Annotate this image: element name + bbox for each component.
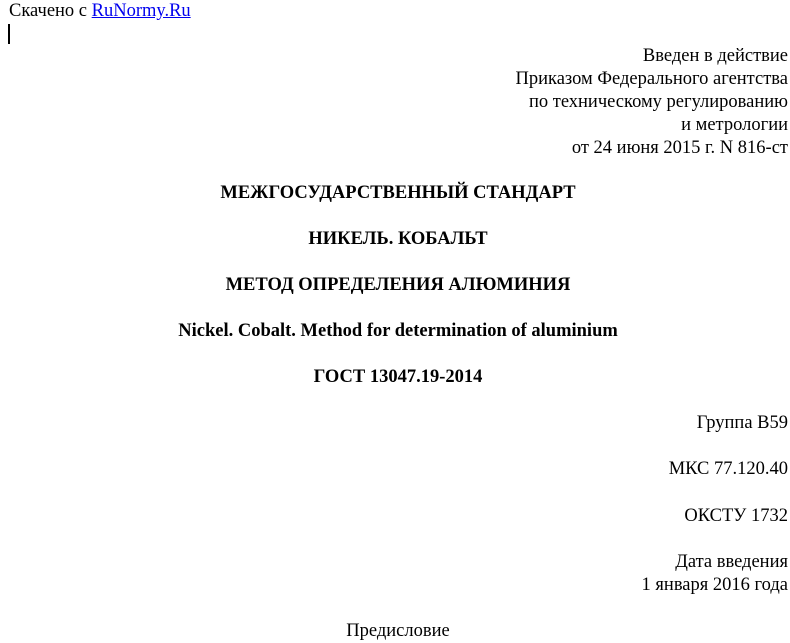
group-code: Группа В59 — [696, 413, 788, 433]
introduction-line: и метрологии — [681, 115, 788, 135]
gost-number: ГОСТ 13047.19-2014 — [313, 367, 483, 387]
source-prefix: Скачено с — [9, 1, 88, 21]
introduction-line: по техническому регулированию — [528, 92, 788, 112]
effective-date-value: 1 января 2016 года — [641, 575, 788, 595]
effective-date-block — [642, 551, 788, 597]
method-heading: МЕТОД ОПРЕДЕЛЕНИЯ АЛЮМИНИЯ — [225, 275, 571, 295]
okstu-code: ОКСТУ 1732 — [684, 506, 788, 526]
effective-date-label: Дата введения — [675, 552, 788, 572]
standard-type-heading: МЕЖГОСУДАРСТВЕННЫЙ СТАНДАРТ — [220, 183, 576, 203]
introduction-line: Введен в действие — [642, 46, 788, 66]
introduction-line: от 24 июня 2015 г. N 816-ст — [571, 138, 788, 158]
introduction-block — [516, 45, 789, 160]
mks-code: МКС 77.120.40 — [668, 459, 788, 479]
introduction-line: Приказом Федерального агентства — [515, 69, 788, 89]
source-line — [9, 0, 191, 23]
runormy-link[interactable]: RuNormy.Ru — [91, 1, 191, 21]
text-cursor — [8, 24, 10, 44]
preface-heading: Предисловие — [346, 621, 450, 641]
subject-heading: НИКЕЛЬ. КОБАЛЬТ — [308, 229, 488, 249]
english-title: Nickel. Cobalt. Method for determination of aluminium — [178, 321, 618, 341]
